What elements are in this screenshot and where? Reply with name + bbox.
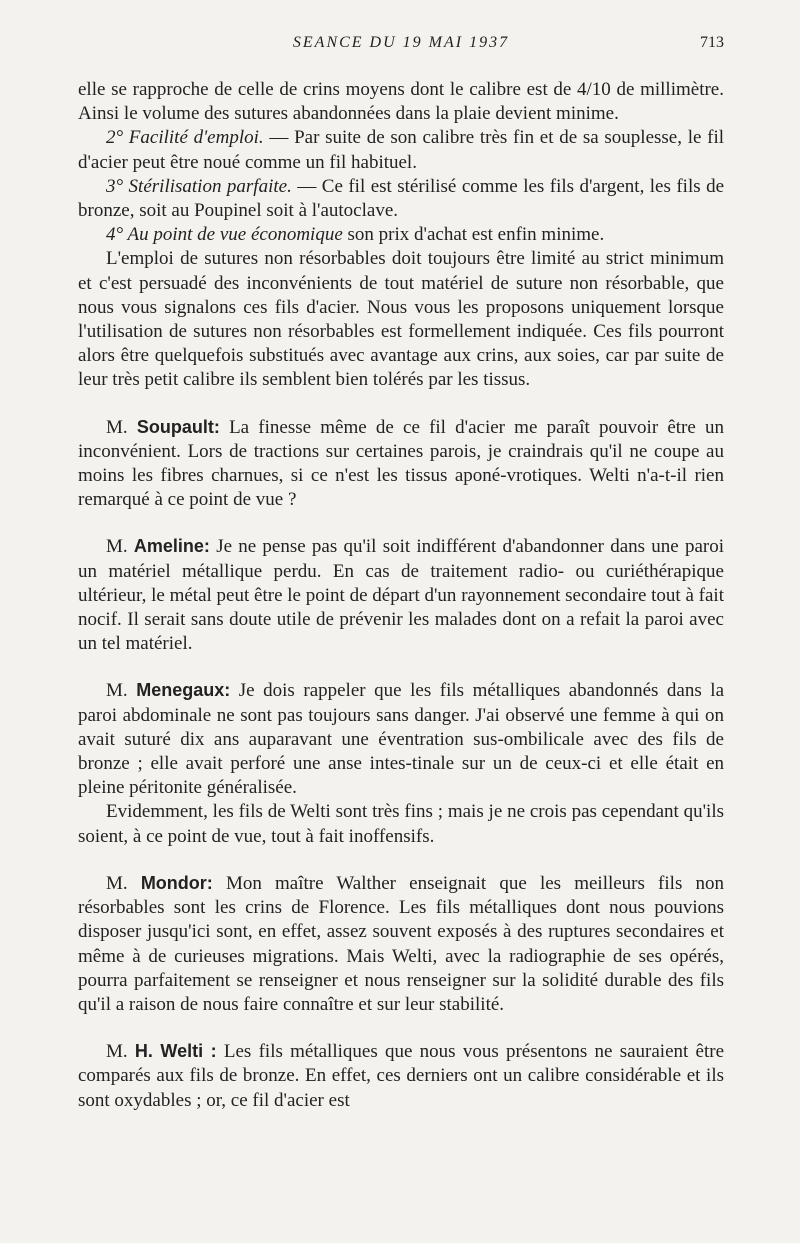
paragraph-5 xyxy=(78,247,724,392)
paragraph-1 xyxy=(78,78,724,126)
paragraph-text: — Ce fil est stérilisé comme les fils d'argent, les fils de bronze, soit au Poupinel soit à l'autoclave. xyxy=(78,175,725,222)
paragraph-text: Je dois rappeler que les fils métalliques abandonnés dans la paroi abdominale ne sont pas toujours sans danger. J'ai observé une femme à qui on avait suturé dix ans auparavant une éventration sus-ombilicale avec des fils de bronze ; elle avait perforé une anse intes-tinale sur un de ceux-ci et elle était en pleine péritonite généralisée. xyxy=(78,680,725,799)
speaker-ameline xyxy=(78,534,724,656)
running-header xyxy=(78,34,724,60)
paragraph-text: La finesse même de ce fil d'acier me paraît pouvoir être un inconvénient. Lors de tractions sur certaines parois, je craindrais qu'il ne coupe au moins les fibres charnues, si ce n'est les tissus aponé-vrotiques. Welti n'a-t-il rien remarqué à ce point de vue ? xyxy=(78,416,725,511)
speaker-name: Ameline: xyxy=(133,536,210,557)
paragraph-text: — Par suite de son calibre très fin et de sa souplesse, le fil d'acier peut être noué comme un fil habituel. xyxy=(78,127,724,173)
paragraph-text: Je ne pense pas qu'il soit indifférent d'abandonner dans une paroi un matériel métallique perdu. En cas de traitement radio- ou curiéthérapique ultérieur, le métal peut être le point de départ d'un rayonnement secondaire tout à fait nocif. Il serait sans doute utile de prévenir les malades dont on a refait la paroi avec un tel matériel. xyxy=(78,536,725,655)
paragraph-label: 2° Facilité d'emploi. xyxy=(106,127,264,149)
header-title: SEANCE DU 19 MAI 1937 xyxy=(292,34,510,51)
paragraph-text: Mon maître Walther enseignait que les meilleurs fils non résorbables sont les crins de Florence. Les fils métalliques dont nous pouvions disposer jusqu'ici sont, en effet, assez souvent exposés à des ruptures secondaires et même à de curieuses migrations. Mais Welti, avec la radiographie de ses opérés, pourra parfaitement se renseigner et nous renseigner sur la solidité durable des fils qu'il a raison de nous faire connaître et sur leur stabilité. xyxy=(78,872,724,1015)
paragraph-text: Les fils métalliques que nous vous présentons ne sauraient être comparés aux fils de bronze. En effet, ces derniers ont un calibre considérable et ils sont oxydables ; or, ce fil d'acier est xyxy=(78,1041,725,1111)
speaker-prefix: M. xyxy=(106,680,128,702)
paragraph-text: elle se rapproche de celle de crins moyens dont le calibre est de 4/10 de millimètre. Ainsi le volume des sutures abandonnées dans la plaie devient minime. xyxy=(78,79,724,125)
document-page xyxy=(78,0,724,1243)
paragraph-text: L'emploi de sutures non résorbables doit toujours être limité au strict minimum et c'est persuadé des inconvénients de tout matériel de suture non résorbable, que nous vous signalons ces fils d'acier. Nous vous les proposons uniquement lorsque l'utilisation de sutures non résorbables est formellement indiquée. Ces fils pourront alors être quelquefois substitués avec avantage aux crins, aux soies, car par suite de leur très petit calibre ils semblent bien tolérés par les tissus. xyxy=(78,248,724,391)
speaker-prefix: M. xyxy=(106,416,128,438)
speaker-prefix: M. xyxy=(106,536,128,558)
speaker-name: Menegaux: xyxy=(136,680,231,701)
paragraph-4 xyxy=(78,223,724,247)
speaker-prefix: M. xyxy=(106,872,128,894)
speaker-mondor xyxy=(78,871,724,1017)
paragraph-9 xyxy=(78,800,724,848)
speaker-menegaux xyxy=(78,678,724,800)
speaker-name: Soupault: xyxy=(136,416,220,437)
speaker-name: Mondor: xyxy=(140,872,213,893)
page-number: 713 xyxy=(700,34,724,51)
paragraph-text: Evidemment, les fils de Welti sont très fins ; mais je ne crois pas cependant qu'ils soient, à ce point de vue, tout à fait inoffensifs. xyxy=(78,801,724,847)
paragraph-text: son prix d'achat est enfin minime. xyxy=(347,224,605,246)
speaker-welti xyxy=(78,1039,724,1113)
paragraph-3 xyxy=(78,175,724,223)
paragraph-2 xyxy=(78,126,724,174)
speaker-name: H. Welti : xyxy=(134,1041,217,1062)
body-text xyxy=(78,78,724,1113)
paragraph-label: 3° Stérilisation parfaite. xyxy=(106,175,292,197)
speaker-prefix: M. xyxy=(106,1041,128,1063)
paragraph-label: 4° Au point de vue économique xyxy=(106,224,343,246)
speaker-soupault xyxy=(78,415,724,513)
